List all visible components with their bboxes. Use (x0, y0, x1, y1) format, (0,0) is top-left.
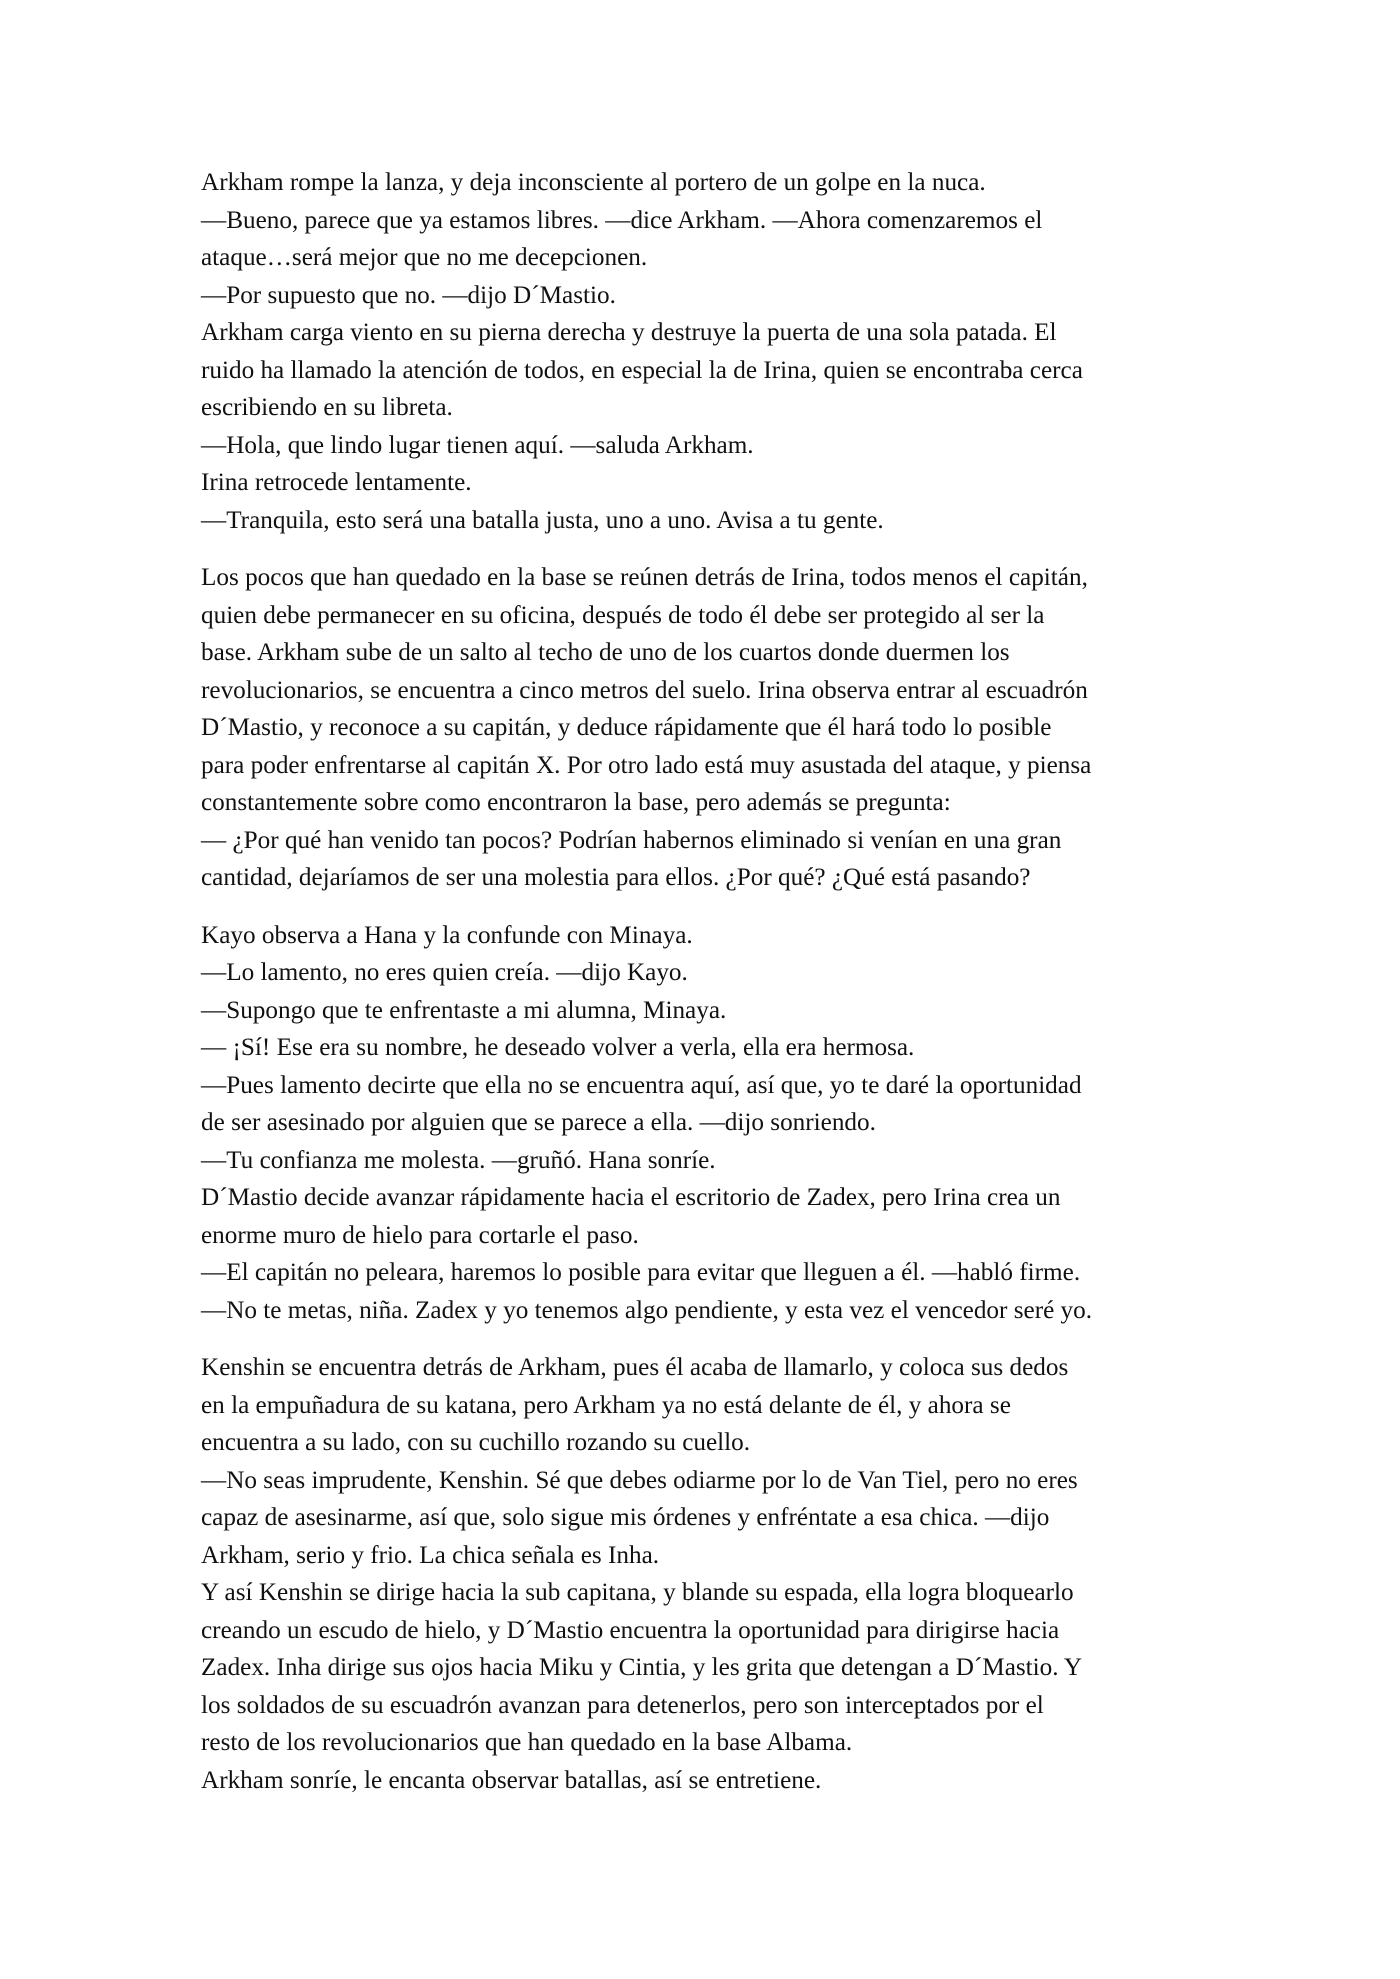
text-line: —No te metas, niña. Zadex y yo tenemos algo pendiente, y esta vez el vencedor seré yo. (201, 1296, 1093, 1324)
text-line: Arkham sonríe, le encanta observar batallas, así se entretiene. (201, 1766, 822, 1794)
text-line: —Bueno, parece que ya estamos libres. —dice Arkham. —Ahora comenzaremos el (201, 206, 1043, 234)
text-line: Zadex. Inha dirige sus ojos hacia Miku y Cintia, y les grita que detengan a D´Mastio. Y (201, 1654, 1083, 1681)
text-line: —Tu confianza me molesta. —gruñó. Hana sonríe. (201, 1146, 716, 1174)
text-line: Arkham, serio y frio. La chica señala es Inha. (201, 1541, 660, 1569)
text-line: para poder enfrentarse al capitán X. Por otro lado está muy asustada del ataque, y piensa (201, 751, 1092, 779)
text-line: escribiendo en su libreta. (201, 394, 453, 421)
paragraph (201, 1179, 1211, 1254)
text-line: Kenshin se encuentra detrás de Arkham, pues él acaba de llamarlo, y coloca sus dedos (201, 1354, 1069, 1381)
paragraph (201, 464, 1211, 502)
paragraph (201, 502, 1211, 540)
paragraph (201, 1254, 1211, 1292)
text-body (201, 164, 1211, 1799)
text-line: capaz de asesinarme, así que, solo sigue mis órdenes y enfréntate a esa chica. —dijo (201, 1504, 1050, 1531)
text-line: Y así Kenshin se dirige hacia la sub capitana, y blande su espada, ella logra bloquearlo (201, 1579, 1074, 1606)
paragraph (201, 1292, 1211, 1330)
text-line: creando un escudo de hielo, y D´Mastio encuentra la oportunidad para dirigirse hacia (201, 1616, 1060, 1644)
text-line: Arkham carga viento en su pierna derecha y destruye la puerta de una sola patada. El (201, 319, 1057, 346)
text-line: D´Mastio decide avanzar rápidamente hacia el escritorio de Zadex, pero Irina crea un (201, 1184, 1061, 1211)
paragraph (201, 1142, 1211, 1180)
text-line: —Supongo que te enfrentaste a mi alumna, Minaya. (201, 996, 727, 1024)
paragraph (201, 1349, 1211, 1462)
paragraph (201, 427, 1211, 465)
text-line: en la empuñadura de su katana, pero Arkham ya no está delante de él, y ahora se (201, 1391, 1011, 1419)
text-line: —Por supuesto que no. —dijo D´Mastio. (201, 281, 616, 309)
text-line: — ¡Sí! Ese era su nombre, he deseado volver a verla, ella era hermosa. (201, 1034, 915, 1061)
text-line: encuentra a su lado, con su cuchillo rozando su cuello. (201, 1429, 751, 1456)
paragraph (201, 1462, 1211, 1575)
paragraph (201, 164, 1211, 202)
paragraph (201, 917, 1211, 955)
paragraph (201, 202, 1211, 277)
text-line: ataque…será mejor que no me decepcionen. (201, 244, 648, 271)
text-line: —Pues lamento decirte que ella no se encuentra aquí, así que, yo te daré la oportunidad (201, 1071, 1082, 1099)
text-line: quien debe permanecer en su oficina, después de todo él debe ser protegido al ser la (201, 601, 1045, 629)
text-line: base. Arkham sube de un salto al techo de uno de los cuartos donde duermen los (201, 639, 1010, 666)
text-line: D´Mastio, y reconoce a su capitán, y deduce rápidamente que él hará todo lo posible (201, 714, 1052, 741)
text-line: enorme muro de hielo para cortarle el paso. (201, 1221, 639, 1249)
paragraph (201, 1067, 1211, 1142)
paragraph (201, 822, 1211, 897)
paragraph (201, 1762, 1211, 1800)
paragraph (201, 1029, 1211, 1067)
text-line: Arkham rompe la lanza, y deja inconsciente al portero de un golpe en la nuca. (201, 169, 986, 196)
paragraph (201, 314, 1211, 427)
text-line: resto de los revolucionarios que han quedado en la base Albama. (201, 1729, 853, 1756)
paragraph (201, 954, 1211, 992)
text-line: Irina retrocede lentamente. (201, 469, 472, 496)
text-line: Los pocos que han quedado en la base se reúnen detrás de Irina, todos menos el capitán, (201, 564, 1088, 591)
text-line: —Tranquila, esto será una batalla justa, uno a uno. Avisa a tu gente. (201, 506, 884, 534)
text-line: —Hola, que lindo lugar tienen aquí. —saluda Arkham. (201, 431, 754, 459)
text-line: revolucionarios, se encuentra a cinco metros del suelo. Irina observa entrar al escuadrón (201, 676, 1088, 704)
text-line: ruido ha llamado la atención de todos, en especial la de Irina, quien se encontraba cerca (201, 356, 1083, 384)
text-line: cantidad, dejaríamos de ser una molestia para ellos. ¿Por qué? ¿Qué está pasando? (201, 864, 1031, 891)
text-line: de ser asesinado por alguien que se parece a ella. —dijo sonriendo. (201, 1109, 876, 1136)
text-line: —Lo lamento, no eres quien creía. —dijo Kayo. (201, 959, 688, 986)
text-line: —No seas imprudente, Kenshin. Sé que debes odiarme por lo de Van Tiel, pero no eres (201, 1466, 1078, 1494)
paragraph (201, 277, 1211, 315)
paragraph (201, 992, 1211, 1030)
text-line: — ¿Por qué han venido tan pocos? Podrían habernos eliminado si venían en una gran (201, 826, 1062, 854)
text-line: constantemente sobre como encontraron la base, pero además se pregunta: (201, 789, 951, 816)
paragraph (201, 559, 1211, 822)
text-line: Kayo observa a Hana y la confunde con Minaya. (201, 921, 693, 949)
text-line: los soldados de su escuadrón avanzan para detenerlos, pero son interceptados por el (201, 1691, 1044, 1719)
paragraph (201, 1574, 1211, 1762)
text-line: —El capitán no peleara, haremos lo posible para evitar que lleguen a él. —habló firme. (201, 1259, 1081, 1286)
